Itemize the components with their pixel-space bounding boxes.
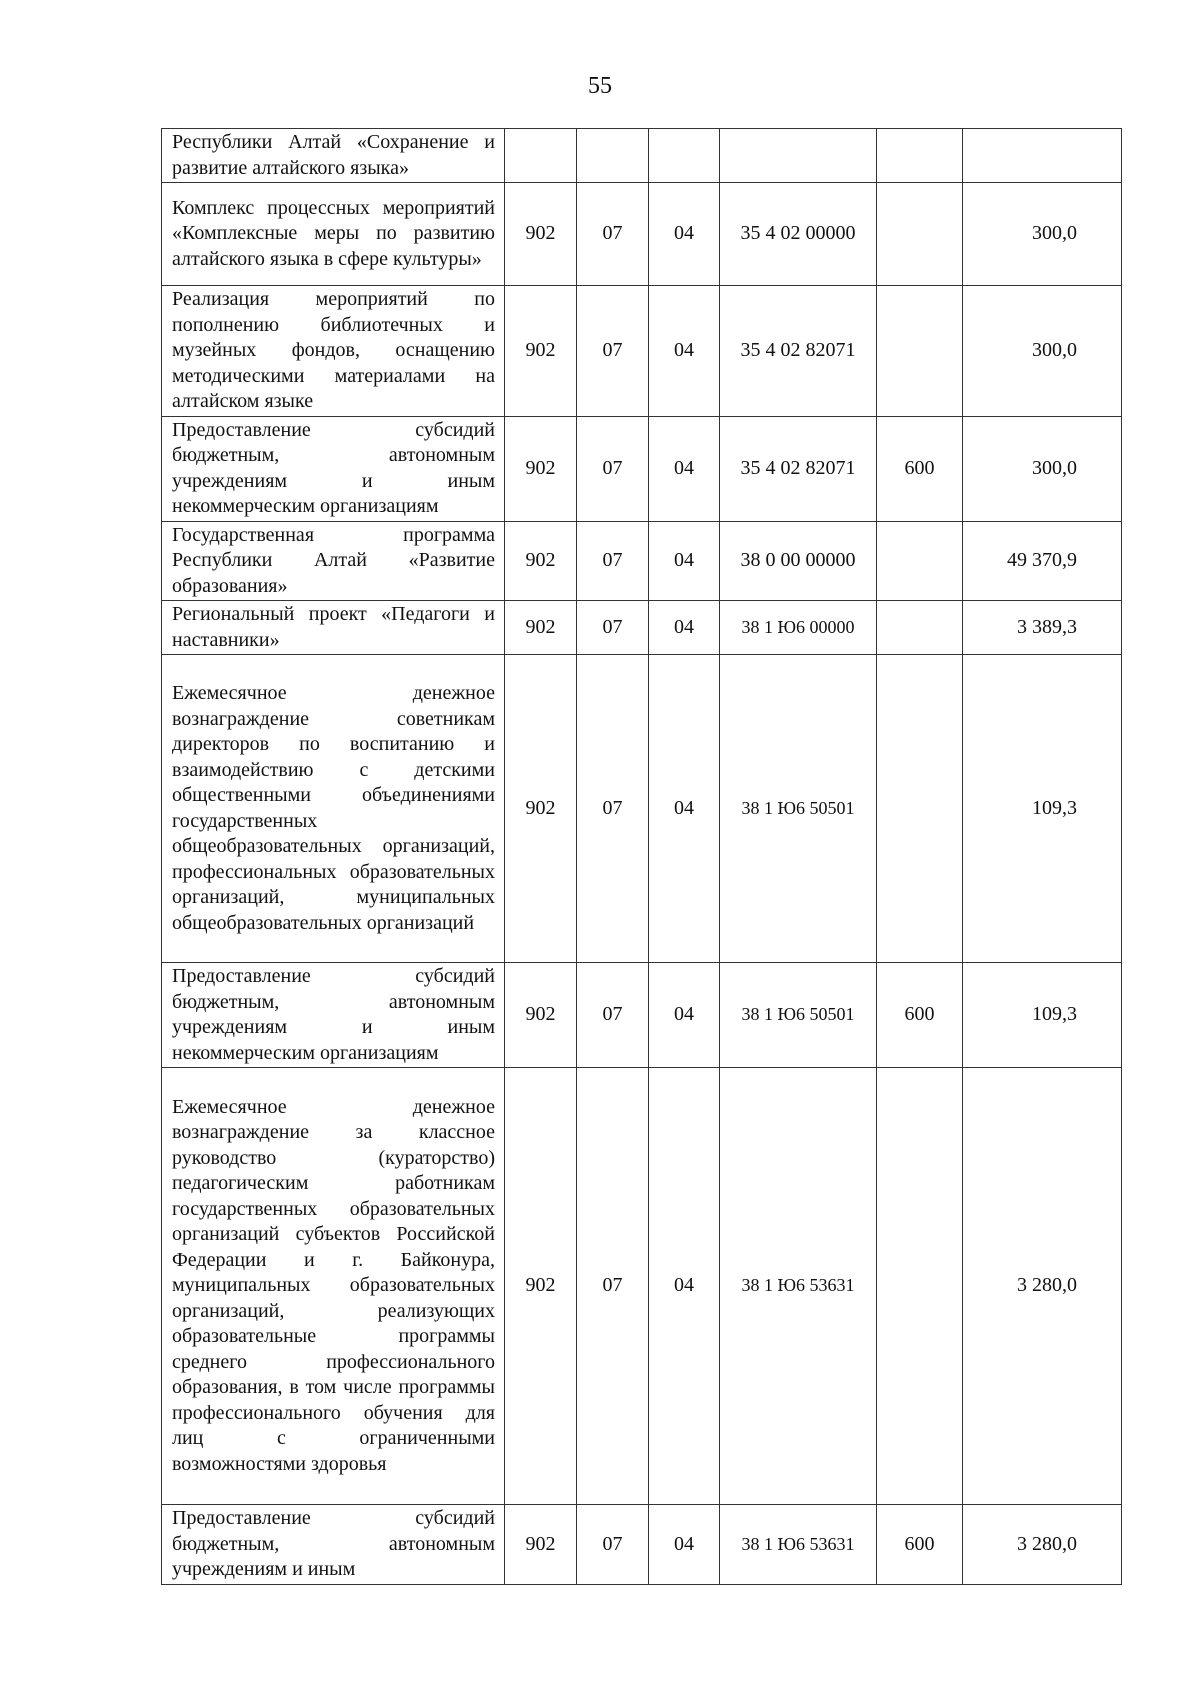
- target-article-code: 38 1 Ю6 50501: [720, 655, 877, 963]
- amount: 3 280,0: [963, 1505, 1122, 1585]
- table-row: [162, 963, 1122, 1068]
- expense-type-code: [877, 129, 963, 183]
- row-name: Предоставление субсидий бюджетным, автономным учреждениям и иным: [162, 1505, 505, 1585]
- subsection-code: 04: [649, 963, 720, 1068]
- ministry-code: [505, 129, 577, 183]
- table-row: [162, 416, 1122, 521]
- expense-type-code: [877, 1068, 963, 1505]
- row-name: Реализация мероприятий по пополнению библиотечных и музейных фондов, оснащению методическими материалами на алтайском языке: [162, 286, 505, 417]
- expense-type-code: 600: [877, 1505, 963, 1585]
- table-row: [162, 183, 1122, 286]
- ministry-code: 902: [505, 183, 577, 286]
- subsection-code: 04: [649, 601, 720, 655]
- row-name: Республики Алтай «Сохранение и развитие алтайского языка»: [162, 129, 505, 183]
- table-row: [162, 286, 1122, 417]
- subsection-code: 04: [649, 1068, 720, 1505]
- target-article-code: 38 0 00 00000: [720, 521, 877, 601]
- expense-type-code: [877, 521, 963, 601]
- expense-type-code: [877, 655, 963, 963]
- section-code: 07: [577, 963, 649, 1068]
- row-name: Государственная программа Республики Алтай «Развитие образования»: [162, 521, 505, 601]
- budget-table: [161, 128, 1122, 1585]
- amount: 3 280,0: [963, 1068, 1122, 1505]
- subsection-code: 04: [649, 521, 720, 601]
- ministry-code: 902: [505, 1068, 577, 1505]
- ministry-code: 902: [505, 521, 577, 601]
- table-row: [162, 129, 1122, 183]
- section-code: 07: [577, 416, 649, 521]
- subsection-code: 04: [649, 183, 720, 286]
- subsection-code: 04: [649, 416, 720, 521]
- section-code: 07: [577, 183, 649, 286]
- row-name: Предоставление субсидий бюджетным, автономным учреждениям и иным некоммерческим организациям: [162, 963, 505, 1068]
- ministry-code: 902: [505, 963, 577, 1068]
- table-row: [162, 601, 1122, 655]
- section-code: 07: [577, 1505, 649, 1585]
- subsection-code: [649, 129, 720, 183]
- table-row: [162, 655, 1122, 963]
- ministry-code: 902: [505, 601, 577, 655]
- amount: 109,3: [963, 963, 1122, 1068]
- expense-type-code: 600: [877, 416, 963, 521]
- amount: [963, 129, 1122, 183]
- ministry-code: 902: [505, 416, 577, 521]
- amount: 300,0: [963, 416, 1122, 521]
- expense-type-code: [877, 601, 963, 655]
- table-row: [162, 521, 1122, 601]
- expense-type-code: 600: [877, 963, 963, 1068]
- expense-type-code: [877, 286, 963, 417]
- target-article-code: 38 1 Ю6 53631: [720, 1505, 877, 1585]
- ministry-code: 902: [505, 286, 577, 417]
- amount: 3 389,3: [963, 601, 1122, 655]
- row-name: Ежемесячное денежное вознаграждение советникам директоров по воспитанию и взаимодействию с детскими общественными объединениями государственных общеобразовательных организаций, профессиональных образовательных организаций, муниципальных общеобразовательных организаций: [162, 655, 505, 963]
- section-code: 07: [577, 1068, 649, 1505]
- row-name: Региональный проект «Педагоги и наставники»: [162, 601, 505, 655]
- section-code: [577, 129, 649, 183]
- row-name: Ежемесячное денежное вознаграждение за классное руководство (кураторство) педагогическим работникам государственных образовательных организаций субъектов Российской Федерации и г. Байконура, муниципальных образовательных организаций, реализующих образовательные программы среднего профессионального образования, в том числе программы профессионального обучения для лиц с ограниченными возможностями здоровья: [162, 1068, 505, 1505]
- ministry-code: 902: [505, 1505, 577, 1585]
- amount: 300,0: [963, 286, 1122, 417]
- amount: 300,0: [963, 183, 1122, 286]
- target-article-code: 35 4 02 00000: [720, 183, 877, 286]
- target-article-code: 38 1 Ю6 53631: [720, 1068, 877, 1505]
- section-code: 07: [577, 286, 649, 417]
- amount: 109,3: [963, 655, 1122, 963]
- page-number: 55: [588, 73, 612, 99]
- amount: 49 370,9: [963, 521, 1122, 601]
- target-article-code: [720, 129, 877, 183]
- target-article-code: 38 1 Ю6 00000: [720, 601, 877, 655]
- ministry-code: 902: [505, 655, 577, 963]
- subsection-code: 04: [649, 655, 720, 963]
- expense-type-code: [877, 183, 963, 286]
- target-article-code: 35 4 02 82071: [720, 416, 877, 521]
- section-code: 07: [577, 655, 649, 963]
- table-row: [162, 1068, 1122, 1505]
- subsection-code: 04: [649, 1505, 720, 1585]
- target-article-code: 35 4 02 82071: [720, 286, 877, 417]
- row-name: Предоставление субсидий бюджетным, автономным учреждениям и иным некоммерческим организациям: [162, 416, 505, 521]
- section-code: 07: [577, 521, 649, 601]
- section-code: 07: [577, 601, 649, 655]
- target-article-code: 38 1 Ю6 50501: [720, 963, 877, 1068]
- subsection-code: 04: [649, 286, 720, 417]
- row-name: Комплекс процессных мероприятий «Комплексные меры по развитию алтайского языка в сфере культуры»: [162, 183, 505, 286]
- table-row: [162, 1505, 1122, 1585]
